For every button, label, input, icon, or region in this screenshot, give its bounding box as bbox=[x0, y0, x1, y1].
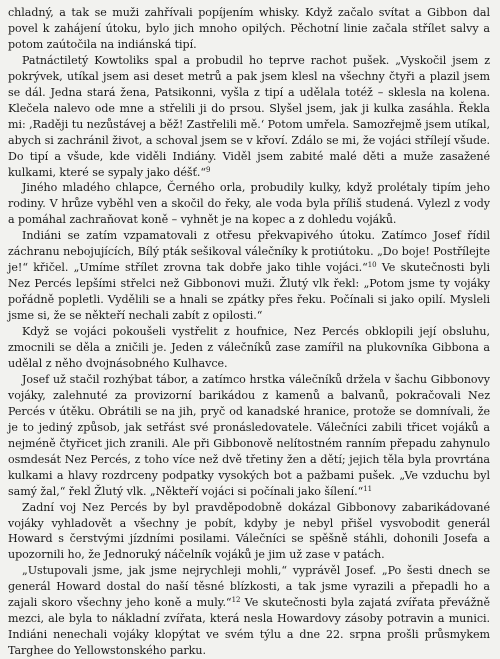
footnote-marker: 12 bbox=[231, 596, 241, 605]
paragraph-text: Patnáctiletý Kowtoliks spal a probudil ho teprve rachot pušek. „Vyskočil jsem z pokrývek, utíkal jsem asi deset metrů a pak jsem klesl na všechny čtyři a plazil jsem se dál. Jedna stará žena, Patsikonni, vyšla z tipí a udělala totéž – sklesla na kolena. Klečela nalevo ode mne a střelili ji do prsou. Slyšel jsem, jak ji kulka zasáhla. Řekla mi: ,Raději tu nezůstávej a běž! Zastřelili mě.‘ Potom umřela. Samozřejmě jsem utíkal, abych si zachránil život, a schoval jsem se v křoví. Zdálo se mi, že vojáci střílejí všude. Do tipí a všude, kde viděli Indiány. Viděl jsem zabité malé děti a muže zasažené kulkami, které se sypaly jako déšť.“ bbox=[8, 53, 490, 179]
paragraph-text: Josef už stačil rozhýbat tábor, a zatímco hrstka válečníků držela v šachu Gibbonovy vojáky, zalehnuté za provizorní barikádou z kamenů a balvanů, pokračovali Nez Percés v útěku. Obrátili se na jih, pryč od kanadské hranice, protože se domnívali, že je to jediný způsob, jak setřást své pronásledovatele. Válečníci zabili třicet vojáků a nejméně čtyřicet jich zranili. Ale při Gibbonově nelítostném ranním přepadu zahynulo osmdesát Nez Percés, z toho více než dvě třetiny žen a dětí; jejich těla byla provrtána kulkami a hlavy rozdrceny podpatky vysokých bot a pažbami pušek. „Ve vzduchu byl samý žal,“ řekl Žlutý vlk. „Někteří vojáci si počínali jako šílení.“ bbox=[8, 372, 490, 498]
footnote-marker: 10 bbox=[367, 261, 377, 270]
paragraph-1 bbox=[8, 5, 490, 53]
paragraph-text-continued: Ve skutečnosti byla zajatá zvířata převážně mezci, ale byla to nákladní zvířata, která nesla Howardovy zásoby potravin a munici. Indiáni nenechali vojáky klopýtat ve svém týlu a dne 22. srpna prošli průsmykem Targhee do Yellowstonského parku. bbox=[8, 596, 490, 658]
paragraph-text-continued: Ve skutečnosti byli Nez Percés lepšími střelci než Gibbonovi muži. Žlutý vlk řekl: „Potom jsme ty vojáky pořádně popletli. Vydělili se a hnali se zpátky přes řeku. Počínali si jako opilí. Mysleli jsme si, že se někteří nechali zabít z opilosti.“ bbox=[8, 261, 490, 323]
paragraph-6 bbox=[8, 372, 490, 500]
paragraph-8 bbox=[8, 563, 490, 659]
paragraph-5 bbox=[8, 324, 490, 372]
paragraph-text: „Ustupovali jsme, jak jsme nejrychleji mohli,“ vyprávěl Josef. „Po šesti dnech se generál Howard dostal do naší těsné blízkosti, a tak jsme vyrazili a přepadli ho a zajali skoro všechny jeho koně a muly.“ bbox=[8, 564, 490, 610]
paragraph-text: Zadní voj Nez Percés by byl pravděpodobně dokázal Gibbonovy zabarikádované vojáky vyhladovět a všechny je pobít, kdyby je nebyl přišel vysvobodit generál Howard s čerstvými jízdními posilami. Válečníci se spěšně stáhli, dohonili Josefa a upozornili ho, že Jednoruký náčelník vojáků je jim už zase v patách. bbox=[8, 500, 490, 562]
paragraph-text: Indiáni se zatím vzpamatovali z otřesu překvapivého útoku. Zatímco Josef řídil záchranu nebojujících, Bílý pták sešikoval válečníky k protiútoku. „Do boje! Postřílejte je!“ křičel. „Umíme střílet zrovna tak dobře jako tihle vojáci.“ bbox=[8, 229, 490, 275]
footnote-marker: 11 bbox=[363, 484, 373, 493]
paragraph-text: Když se vojáci pokoušeli vystřelit z houfnice, Nez Percés obklopili její obsluhu, zmocnili se děla a zničili je. Jeden z válečníků zase zamířil na plukovníka Gibbona a udělal z něho dvojnásobného Kulhavce. bbox=[8, 325, 490, 370]
footnote-marker: 9 bbox=[206, 165, 211, 174]
paragraph-3 bbox=[8, 180, 490, 228]
paragraph-4 bbox=[8, 228, 490, 324]
paragraph-2 bbox=[8, 53, 490, 181]
paragraph-7 bbox=[8, 500, 490, 564]
paragraph-text: chladný, a tak se muži zahřívali popíjením whisky. Když začalo svítat a Gibbon dal povel k zahájení útoku, bylo jich mnoho opilých. Pěchotní linie začala střílet salvy a potom zaútočila na indiánská tipí. bbox=[8, 6, 490, 51]
paragraph-text: Jiného mladého chlapce, Černého orla, probudily kulky, když prolétaly tipím jeho rodiny. V hrůze vyběhl ven a skočil do řeky, ale voda byla příliš studená. Vylezl z vody a pomáhal zachraňovat koně – vyhnět je na kopec a z dohledu vojáků. bbox=[8, 181, 490, 227]
